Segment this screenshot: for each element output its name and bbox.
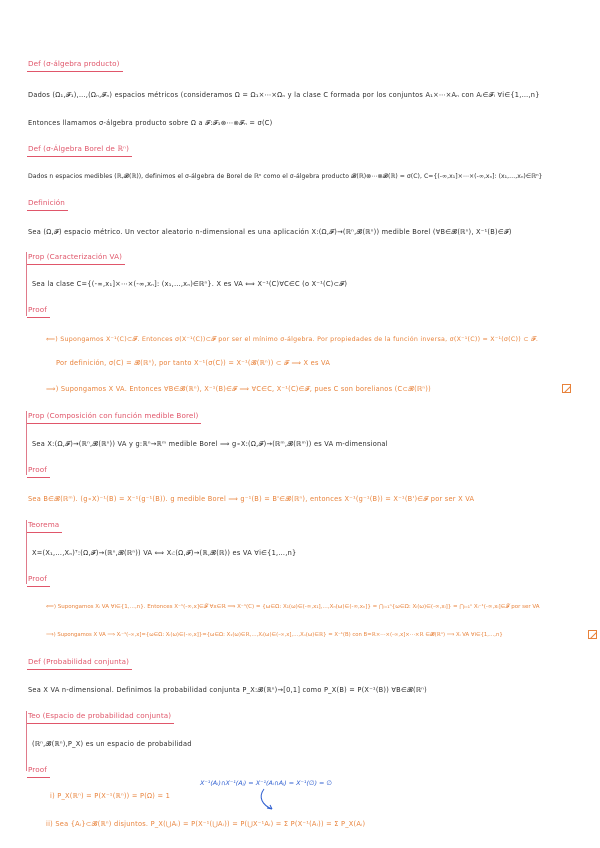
prop-composicion-line-1: Sea X:(Ω,𝓕)→(ℝⁿ,𝓑(ℝⁿ)) VA y g:ℝⁿ→ℝᵐ medible Borel ⟹ g∘X:(Ω,𝓕)→(ℝᵐ,𝓑(ℝᵐ)) es VA m-dimensional <box>32 440 388 448</box>
def-borel-line-1: Dados n espacios medibles (ℝ,𝓑(ℝ)), definimos el σ-álgebra de Borel de ℝⁿ como el σ-álgebra producto 𝓑(ℝ)⊗⋯⊗𝓑(ℝ) = σ(C), C={(-∞,x₁]×⋯×(-∞,xₙ]: (x₁,…,xₙ)∈ℝⁿ} <box>28 173 543 180</box>
prop-caracterizacion-heading: Prop (Caracterización VA) <box>27 251 125 265</box>
definicion-line-1: Sea (Ω,𝓕) espacio métrico. Un vector aleatorio n-dimensional es una aplicación X:(Ω,𝓕)→(ℝⁿ,𝓑(ℝⁿ)) medible Borel (∀B∈𝓑(ℝⁿ), X⁻¹(B)∈𝓕) <box>28 228 512 236</box>
prop-caracterizacion-proof-1: ⟸) Supongamos X⁻¹(C)⊂𝓕. Entonces σ(X⁻¹(C))⊂𝓕 por ser el mínimo σ-álgebra. Por propiedades de la función inversa, σ(X⁻¹(C)) = X⁻¹(σ(C)) ⊂ 𝓕. <box>46 336 539 343</box>
teorema-proof-label: Proof <box>27 573 50 587</box>
teo-espacio-heading: Teo (Espacio de probabilidad conjunta) <box>27 710 174 724</box>
teorema-proof-1: ⟸) Supongamos Xᵢ VA ∀i∈{1,…,n}. Entonces X⁻¹(-∞,x]∈𝓕 ∀x∈ℝ ⟹ X⁻¹(C) = {ω∈Ω: X₁(ω)∈(-∞,x₁],…,Xₙ(ω)∈(-∞,xₙ]} = ⋂ᵢ₌₁ⁿ{ω∈Ω: Xᵢ(ω)∈(-∞,xᵢ]} = ⋂ᵢ₌₁ⁿ Xᵢ⁻¹(-∞,xᵢ]∈𝓕 por ser VA <box>46 604 540 610</box>
prop-caracterizacion-proof-3: ⟹) Supongamos X VA. Entonces ∀B∈𝓑(ℝⁿ), X⁻¹(B)∈𝓕 ⟹ ∀C∈C, X⁻¹(C)∈𝓕, pues C son borelianos (C⊂𝓑(ℝⁿ)) <box>46 385 431 393</box>
teo-espacio-proof-label: Proof <box>27 764 50 778</box>
def-prob-conjunta-heading: Def (Probabilidad conjunta) <box>27 656 132 670</box>
annotation-blue: X⁻¹(Aᵢ)∩X⁻¹(Aⱼ) = X⁻¹(Aᵢ∩Aⱼ) = X⁻¹(∅) = ∅ <box>200 779 332 787</box>
def-prob-conjunta-line-1: Sea X VA n-dimensional. Definimos la probabilidad conjunta P_X:𝓑(ℝⁿ)→[0,1] como P_X(B) = P(X⁻¹(B)) ∀B∈𝓑(ℝⁿ) <box>28 686 427 694</box>
def-sigma-producto-line-2: Entonces llamamos σ-álgebra producto sobre Ω a 𝓕:𝓕₁⊗⋯⊗𝓕ₙ = σ(C) <box>28 119 273 127</box>
definicion-heading: Definición <box>27 197 68 211</box>
teorema-line-1: X=(X₁,…,Xₙ)ᵀ:(Ω,𝓕)→(ℝⁿ,𝓑(ℝⁿ)) VA ⟺ Xᵢ:(Ω,𝓕)→(ℝ,𝓑(ℝ)) es VA ∀i∈{1,…,n} <box>32 549 297 557</box>
qed-box-icon <box>588 630 597 639</box>
prop-composicion-heading: Prop (Composición con función medible Borel) <box>27 410 201 424</box>
teo-espacio-line-1: (ℝⁿ,𝓑(ℝⁿ),P_X) es un espacio de probabilidad <box>32 740 192 748</box>
prop-composicion-proof-label: Proof <box>27 464 50 478</box>
teo-espacio-proof-2: ii) Sea {Aᵢ}⊂𝓑(ℝⁿ) disjuntos. P_X(⋃Aᵢ) = P(X⁻¹(⋃Aᵢ)) = P(⋃X⁻¹Aᵢ) = Σ P(X⁻¹(Aᵢ)) = Σ P_X(Aᵢ) <box>46 820 366 828</box>
prop-caracterizacion-proof-2: Por definición, σ(C) = 𝓑(ℝⁿ), por tanto X⁻¹(σ(C)) = X⁻¹(𝓑(ℝⁿ)) ⊂ 𝓕 ⟹ X es VA <box>56 359 331 367</box>
prop-caracterizacion-proof-label: Proof <box>27 304 50 318</box>
teorema-heading: Teorema <box>27 519 62 533</box>
prop-caracterizacion-line-1: Sea la clase C={(-∞,x₁]×⋯×(-∞,xₙ]: (x₁,…,xₙ)∈ℝⁿ}. X es VA ⟺ X⁻¹(C)∀C∈C (o X⁻¹(C)⊂𝓕) <box>32 280 348 288</box>
def-sigma-producto-line-1: Dados (Ω₁,𝓕₁),…,(Ωₙ,𝓕ₙ) espacios métricos (consideramos Ω = Ω₁×⋯×Ωₙ y la clase C formada por los conjuntos A₁×⋯×Aₙ con Aᵢ∈𝓕ᵢ ∀i∈{1,…,n} <box>28 91 540 99</box>
teo-espacio-proof-1: i) P_X(ℝⁿ) = P(X⁻¹(ℝⁿ)) = P(Ω) = 1 <box>50 792 171 800</box>
annotation-arrow-icon <box>258 787 288 813</box>
def-sigma-producto-heading: Def (σ-álgebra producto) <box>27 58 123 72</box>
prop-composicion-proof-1: Sea B∈𝓑(ℝᵐ). (g∘X)⁻¹(B) = X⁻¹(g⁻¹(B)). g medible Borel ⟹ g⁻¹(B) = B'∈𝓑(ℝⁿ), entonces X⁻¹(g⁻¹(B)) = X⁻¹(B')∈𝓕 por ser X VA <box>28 495 475 503</box>
def-borel-heading: Def (σ-Álgebra Borel de ℝⁿ) <box>27 143 132 157</box>
qed-box-icon <box>562 384 571 393</box>
teorema-proof-2: ⟹) Supongamos X VA ⟹ Xᵢ⁻¹(-∞,x]={ω∈Ω: Xᵢ(ω)∈(-∞,x]}={ω∈Ω: X₁(ω)∈ℝ,…,Xᵢ(ω)∈(-∞,x],…,Xₙ(ω)∈ℝ} = X⁻¹(B) con B=ℝ×⋯×(-∞,x]×⋯×ℝ ∈𝓑(ℝⁿ) ⟹ Xᵢ VA ∀i∈{1,…,n} <box>46 632 503 638</box>
